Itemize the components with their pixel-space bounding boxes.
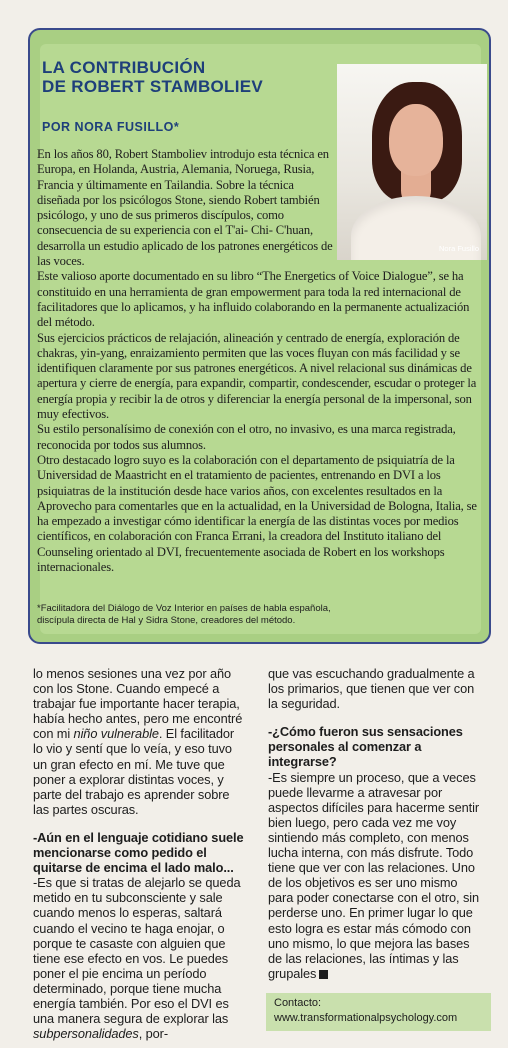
sidebar-title — [42, 58, 263, 96]
left-paragraph-1 — [33, 666, 245, 817]
right-question: -¿Cómo fueron sus sensaciones personales al comenzar a integrarse? — [268, 724, 463, 770]
left-p2-text-b: , por- — [138, 1026, 169, 1042]
sidebar-body — [37, 147, 485, 575]
sidebar-paragraph-4: Su estilo personalísimo de conexión con el otro, no invasivo, es una marca registrada, reconocida por todos sus alumnos. — [37, 422, 456, 452]
footnote-line1: *Facilitadora del Diálogo de Voz Interior en países de habla española, — [37, 603, 331, 614]
right-paragraph-2 — [268, 770, 483, 981]
photo-caption: Nora Fusillo — [438, 244, 479, 253]
sidebar-paragraph-2: Este valioso aporte documentado en su libro “The Energetics of Voice Dialogue”, se ha constituido en una herramienta de gran empowerment para toda la red internacional de facilitadores que lo aplicamos, y ha influido colaborando en la permanente actualización del método. — [37, 269, 470, 330]
left-p2-text-a: -Es que si tratas de alejarlo se queda metido en tu subconsciente y sale cuando menos lo esperas, saltará cuando el vecino te haga enojar, o porque te casaste con alguien que tiene ese efecto en vos. Le puedes poner el pie encima un período determinado, porque tiene mucha energía también. Por eso el DVI es una manera segura de explorar las — [33, 875, 241, 1027]
sidebar-byline: POR NORA FUSILLO* — [42, 120, 180, 134]
contact-label: Contacto: — [274, 997, 322, 1009]
sidebar-title-line1: LA CONTRIBUCIÓN — [42, 58, 206, 77]
footnote-line2: discípula directa de Hal y Sidra Stone, creadores del método. — [37, 615, 296, 626]
left-p1-text-b: . El facilitador lo vio y sentí que lo veía, y eso tuvo un gran efecto en mí. Me tuve que poner a explorar distintas voces, y parte del trabajo es aprender sobre las partes oscuras. — [33, 726, 235, 817]
left-question: -Aún en el lenguaje cotidiano suele mencionarse como pedido el quitarse de encima el lado malo... — [33, 829, 244, 876]
end-of-article-square-icon — [319, 970, 328, 979]
left-column — [33, 666, 245, 1041]
right-p2-text: -Es siempre un proceso, que a veces puede llevarme a atravesar por aspectos difíciles para hacerme sentir bien luego, pero cada vez me voy sintiendo más completo, con menos lucha interna, con más disfrute. Todo tiene que ver con las relaciones. Uno de los objetivos es ser uno mismo para poder conectarse con el otro, sin perderse uno. En primer lugar lo que esto logra es estar más cómodo con uno mismo, lo que mejora las bases de las relaciones, las íntimas y las grupales — [268, 769, 480, 981]
left-paragraph-2 — [33, 875, 245, 1041]
right-paragraph-1: que vas escuchando gradualmente a los primarios, que tienen que ver con la seguridad. — [268, 666, 475, 712]
contact-box — [266, 993, 491, 1031]
sidebar-title-line2: DE ROBERT STAMBOLIEV — [42, 77, 264, 96]
sidebar-paragraph-5: Otro destacado logro suyo es la colaboración con el departamento de psiquiatría de la Universidad de Maastricht en el tratamiento de pacientes, entrenando en DVI a los psiquiatras de la institución desde hace varios años, con excelentes resultados en la Aprovecho para comentarles que en la actualidad, en la Universidad de Bologna, Italia, se ha empezado a investigar cómo identificar la energía de las distintas voces por medios científicos, en colaboración con Franca Errani, la creadora del Instituto italiano del Counseling orientado al DVI, frecuentemente asociada de Robert en los workshops internacionales. — [37, 452, 477, 575]
sidebar-footnote — [37, 603, 467, 627]
sidebar-paragraph-1: En los años 80, Robert Stamboliev introdujo esta técnica en Europa, en Holanda, Austria, Alemania, Noruega, Rusia, Francia y últimamente en Tailandia. Sobre la técnica diseñada por los psicólogos Stone, siendo Robert también psicólogo, y uno de sus primeros discípulos, como consecuencia de su experiencia con el T'ai- Chi- C'huan, desarrolla un estudio aplicado de los patrones energéticos de las voces. — [37, 147, 333, 269]
contact-url[interactable]: www.transformationalpsychology.com — [274, 1012, 458, 1024]
sidebar-paragraph-3: Sus ejercicios prácticos de relajación, alineación y centrado de energía, exploración de chakras, yin-yang, enraizamiento permiten que las voces fluyan con más facilidad y se identifiquen claramente por sus patrones energéticos. A nivel relacional sus dinámicas de apertura y cierre de energía, para expandir, compartir, condescender, escudar o proteger la energía propia y recibir la de otros y diferenciar la energía personal de la impersonal, son muy efectivos. — [37, 330, 477, 422]
left-p1-text-a: lo menos sesiones una vez por año con los Stone. Cuando empecé a trabajar fue importante hacer terapia, había hecho antes, pero me encontré con mi — [33, 666, 243, 742]
left-p1-emphasis: niño vulnerable — [73, 726, 159, 742]
right-column — [268, 666, 483, 981]
left-p2-emphasis: subpersonalidades — [33, 1026, 139, 1042]
